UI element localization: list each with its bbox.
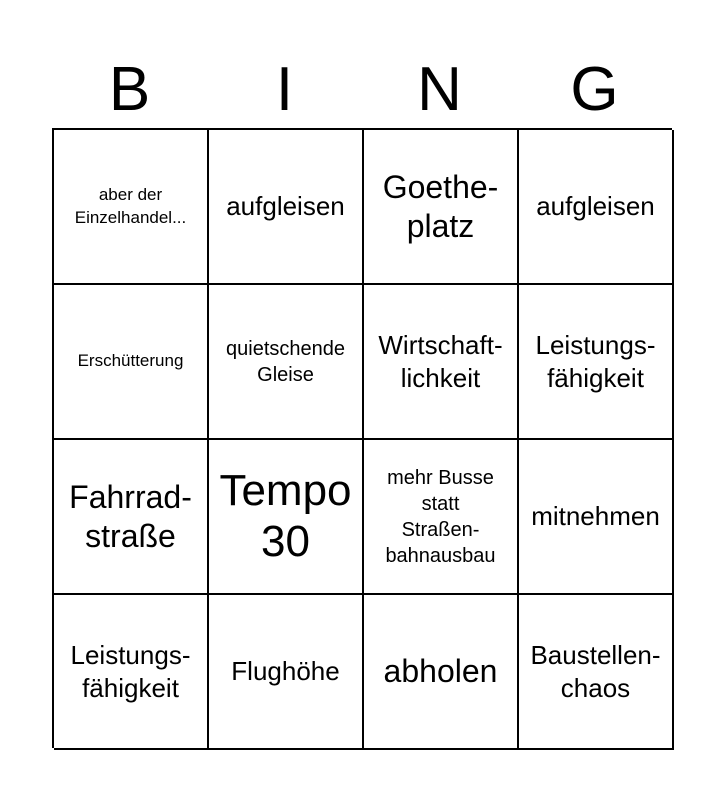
bingo-cell[interactable] [209,440,364,595]
cell-text: Leistungs- fähigkeit [535,330,656,393]
cell-text: aber der Einzelhandel... [74,185,187,227]
cell-text: Fahrrad- straße [69,479,192,554]
bingo-cell[interactable] [209,595,364,750]
bingo-cell[interactable] [519,595,674,750]
cell-text: mitnehmen [531,501,660,532]
cell-text: Wirtschaft- lichkeit [378,330,503,393]
cell-text: mehr Busse statt Straßen- bahnausbau [385,466,496,567]
header-letter-b: B [108,55,151,124]
cell-text: Baustellen- chaos [530,640,661,703]
bingo-cell[interactable] [209,285,364,440]
bingo-cell[interactable] [209,130,364,285]
bingo-cell[interactable] [364,595,519,750]
cell-text: aufgleisen [226,191,345,222]
bingo-header [52,52,672,128]
cell-text: quietschende Gleise [226,337,345,386]
bingo-cell[interactable] [519,130,674,285]
cell-text: Tempo 30 [219,465,352,566]
cell-text: abholen [383,653,498,690]
bingo-cell[interactable] [54,285,209,440]
header-letter-n: N [417,55,462,124]
cell-text: Erschütterung [77,351,184,371]
header-letter-g: G [570,55,619,124]
header-letter-i: I [275,55,294,124]
bingo-cell[interactable] [364,285,519,440]
bingo-cell[interactable] [519,440,674,595]
cell-text: aufgleisen [536,191,655,222]
bingo-cell[interactable] [54,130,209,285]
bingo-cell[interactable] [519,285,674,440]
cell-text: Goethe- platz [382,169,499,244]
bingo-cell[interactable] [364,130,519,285]
bingo-grid [52,128,672,748]
bingo-cell[interactable] [54,440,209,595]
cell-text: Leistungs- fähigkeit [70,640,191,703]
bingo-cell[interactable] [364,440,519,595]
cell-text: Flughöhe [231,656,340,687]
bingo-cell[interactable] [54,595,209,750]
